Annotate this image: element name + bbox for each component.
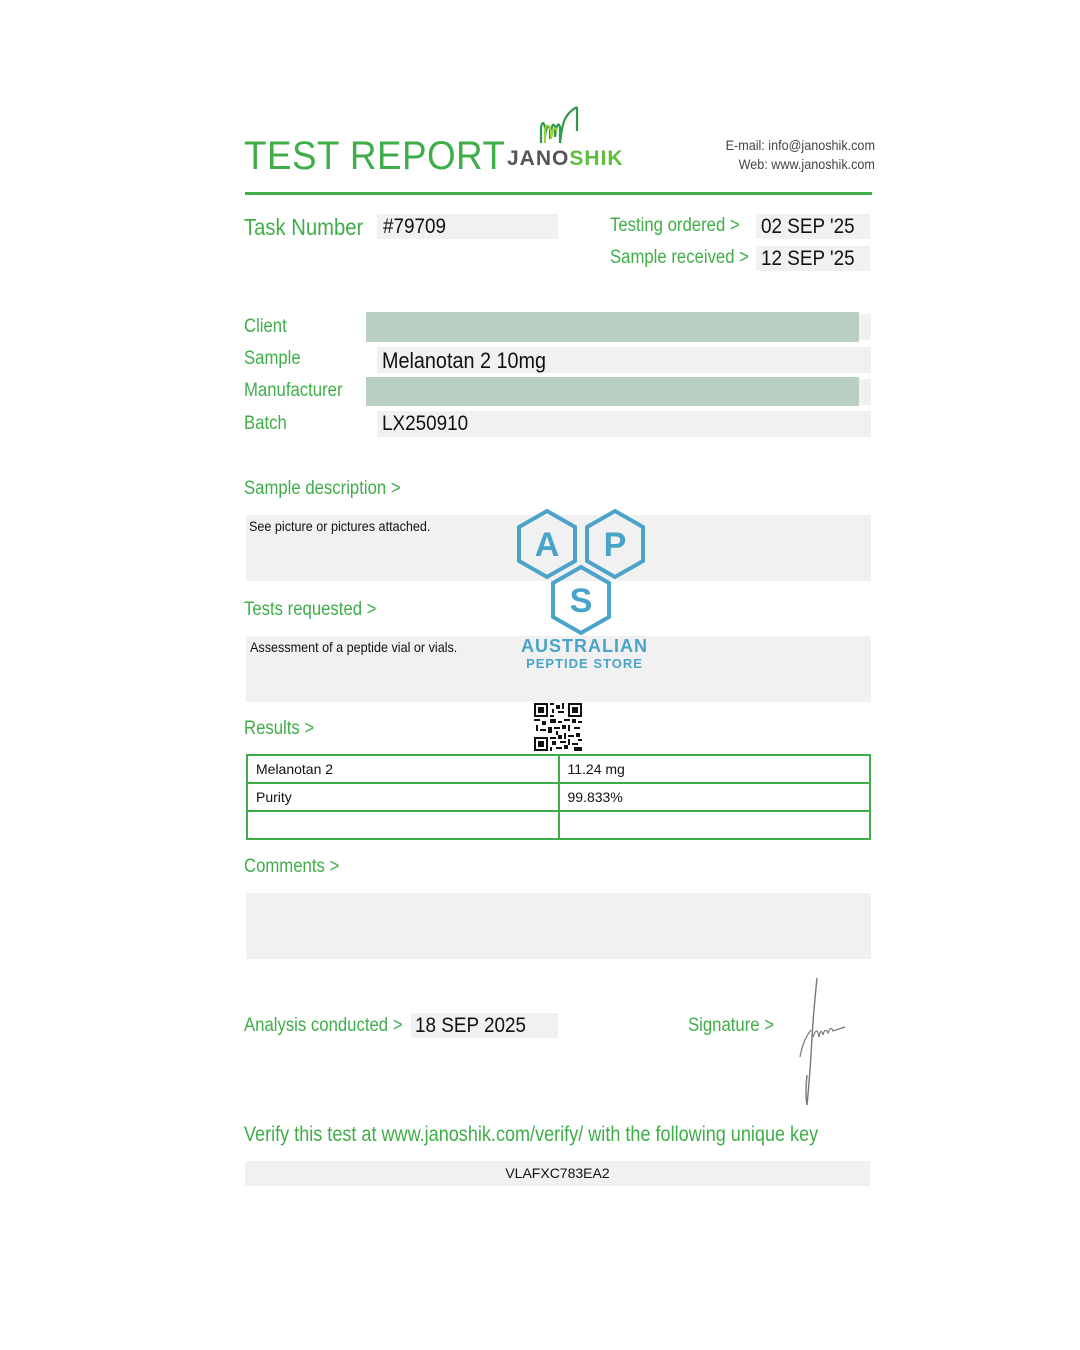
sample-description-text: See picture or pictures attached. (249, 518, 431, 534)
unique-key-value: VLAFXC783EA2 (505, 1165, 610, 1181)
signature-label: Signature > (688, 1015, 774, 1036)
result-value: 11.24 mg (559, 755, 871, 783)
contact-web: Web: www.janoshik.com (738, 156, 875, 172)
signature-image (795, 975, 855, 1110)
testing-ordered-value: 02 SEP '25 (761, 215, 855, 238)
result-value (559, 811, 871, 839)
contact-info (726, 136, 875, 174)
result-name: Melanotan 2 (247, 755, 559, 783)
results-table (246, 754, 871, 840)
svg-text:A: A (534, 526, 560, 564)
testing-ordered-field (756, 214, 870, 239)
manufacturer-redaction (366, 377, 859, 406)
task-number-field (377, 214, 558, 239)
svg-text:S: S (569, 582, 593, 620)
svg-text:P: P (603, 526, 627, 564)
aps-watermark-line2: PEPTIDE STORE (526, 656, 643, 671)
analysis-conducted-value: 18 SEP 2025 (415, 1014, 527, 1037)
batch-label: Batch (244, 413, 287, 434)
results-heading: Results > (244, 718, 315, 739)
tests-requested-text: Assessment of a peptide vial or vials. (250, 639, 458, 655)
comments-box (246, 893, 871, 959)
aps-watermark-logo (512, 508, 657, 676)
result-value: 99.833% (559, 783, 871, 811)
results-row (247, 755, 870, 783)
results-row (247, 811, 870, 839)
sample-label: Sample (244, 348, 301, 369)
task-number-value: #79709 (383, 215, 447, 238)
analysis-conducted-field (411, 1013, 558, 1038)
manufacturer-label: Manufacturer (244, 380, 343, 401)
unique-key-field (245, 1161, 870, 1186)
sample-received-label: Sample received > (610, 247, 749, 268)
sample-received-value: 12 SEP '25 (761, 247, 855, 270)
janoshik-wordmark: JANOSHIK (507, 147, 624, 170)
aps-watermark-line1: AUSTRALIAN (521, 636, 648, 656)
report-title: TEST REPORT (244, 134, 506, 178)
sample-received-field (756, 246, 870, 271)
qr-code-icon[interactable] (534, 703, 582, 751)
signature-icon (795, 975, 855, 1110)
header-divider (245, 192, 872, 195)
contact-email: E-mail: info@janoshik.com (725, 137, 875, 153)
results-row (247, 783, 870, 811)
analysis-conducted-label: Analysis conducted > (244, 1015, 403, 1036)
verify-instructions: Verify this test at www.janoshik.com/verify/ with the following unique key (244, 1123, 819, 1146)
janoshik-chart-icon (505, 105, 615, 147)
task-number-label: Task Number (244, 214, 364, 240)
result-name: Purity (247, 783, 559, 811)
tests-requested-heading: Tests requested > (244, 599, 377, 620)
sample-field (377, 347, 871, 373)
batch-value: LX250910 (382, 412, 469, 435)
result-name (247, 811, 559, 839)
testing-ordered-label: Testing ordered > (610, 215, 740, 236)
client-label: Client (244, 316, 287, 337)
sample-description-heading: Sample description > (244, 478, 401, 499)
comments-heading: Comments > (244, 856, 340, 877)
batch-field (377, 411, 871, 437)
client-redaction (366, 312, 859, 342)
janoshik-logo (505, 105, 624, 175)
aps-hexagons-icon (512, 508, 657, 638)
sample-value: Melanotan 2 10mg (382, 348, 547, 373)
